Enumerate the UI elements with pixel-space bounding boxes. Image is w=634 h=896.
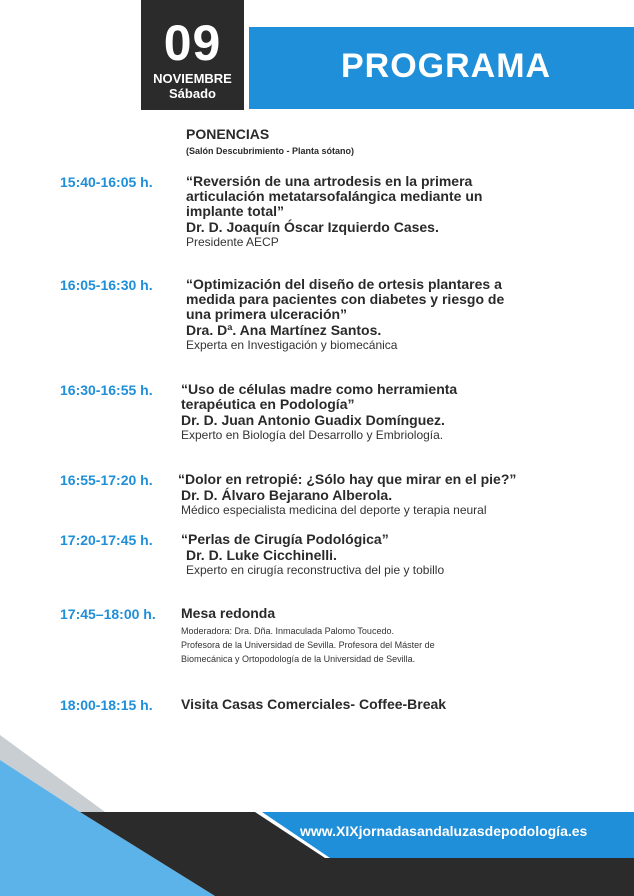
session-role: Experto en cirugía reconstructiva del pie y tobillo — [186, 563, 445, 577]
session-title-line: “Dolor en retropié: ¿Sólo hay que mirar en el pie?” — [178, 471, 517, 487]
session-title-line: medida para pacientes con diabetes y riesgo de — [186, 291, 505, 307]
session-role: Experto en Biología del Desarrollo y Embriología. — [181, 428, 444, 442]
session-detail: Moderadora: Dra. Dña. Inmaculada Palomo Toucedo. — [181, 626, 394, 636]
session-title-line: Visita Casas Comerciales- Coffee-Break — [181, 696, 447, 712]
section-title: PONENCIAS — [186, 126, 270, 142]
session-detail: Biomecánica y Ortopodología de la Universidad de Sevilla. — [181, 654, 416, 664]
session-title-line: “Optimización del diseño de ortesis plantares a — [186, 276, 502, 292]
date-month: NOVIEMBRE — [153, 71, 232, 86]
session-title-line: terapéutica en Podología” — [181, 396, 355, 412]
session-title-line: Mesa redonda — [181, 605, 276, 621]
session-role: Presidente AECP — [186, 235, 279, 249]
session-time: 16:55-17:20 h. — [60, 472, 153, 488]
session-title-line: una primera ulceración” — [186, 306, 348, 322]
session-title-line: implante total” — [186, 203, 285, 219]
section-subtitle: (Salón Descubrimiento - Planta sótano) — [186, 146, 355, 156]
session-time: 15:40-16:05 h. — [60, 174, 153, 190]
session-time: 17:45–18:00 h. — [60, 606, 156, 622]
session-time: 17:20-17:45 h. — [60, 532, 153, 548]
date-weekday: Sábado — [169, 86, 216, 101]
session-time: 16:05-16:30 h. — [60, 277, 153, 293]
session-speaker: Dr. D. Juan Antonio Guadix Domínguez. — [181, 412, 445, 428]
session-speaker: Dr. D. Álvaro Bejarano Alberola. — [181, 487, 393, 503]
session-speaker: Dra. Dª. Ana Martínez Santos. — [186, 322, 382, 338]
session-role: Experta en Investigación y biomecánica — [186, 338, 398, 352]
session-role: Médico especialista medicina del deporte y terapia neural — [181, 503, 487, 517]
session-title-line: “Perlas de Cirugía Podológica” — [181, 531, 389, 547]
footer-url[interactable]: www.XIXjornadasandaluzasdepodología.es — [300, 823, 588, 839]
page-title: PROGRAMA — [341, 47, 552, 85]
session-speaker: Dr. D. Luke Cicchinelli. — [186, 547, 337, 563]
session-speaker: Dr. D. Joaquín Óscar Izquierdo Cases. — [186, 219, 439, 235]
session-time: 18:00-18:15 h. — [60, 697, 153, 713]
session-title-line: “Reversión de una artrodesis en la primera — [186, 173, 473, 189]
session-detail: Profesora de la Universidad de Sevilla. Profesora del Máster de — [181, 640, 435, 650]
session-title-line: “Uso de células madre como herramienta — [181, 381, 458, 397]
session-title-line: articulación metatarsofalángica mediante un — [186, 188, 483, 204]
session-time: 16:30-16:55 h. — [60, 382, 153, 398]
date-day: 09 — [163, 15, 222, 71]
